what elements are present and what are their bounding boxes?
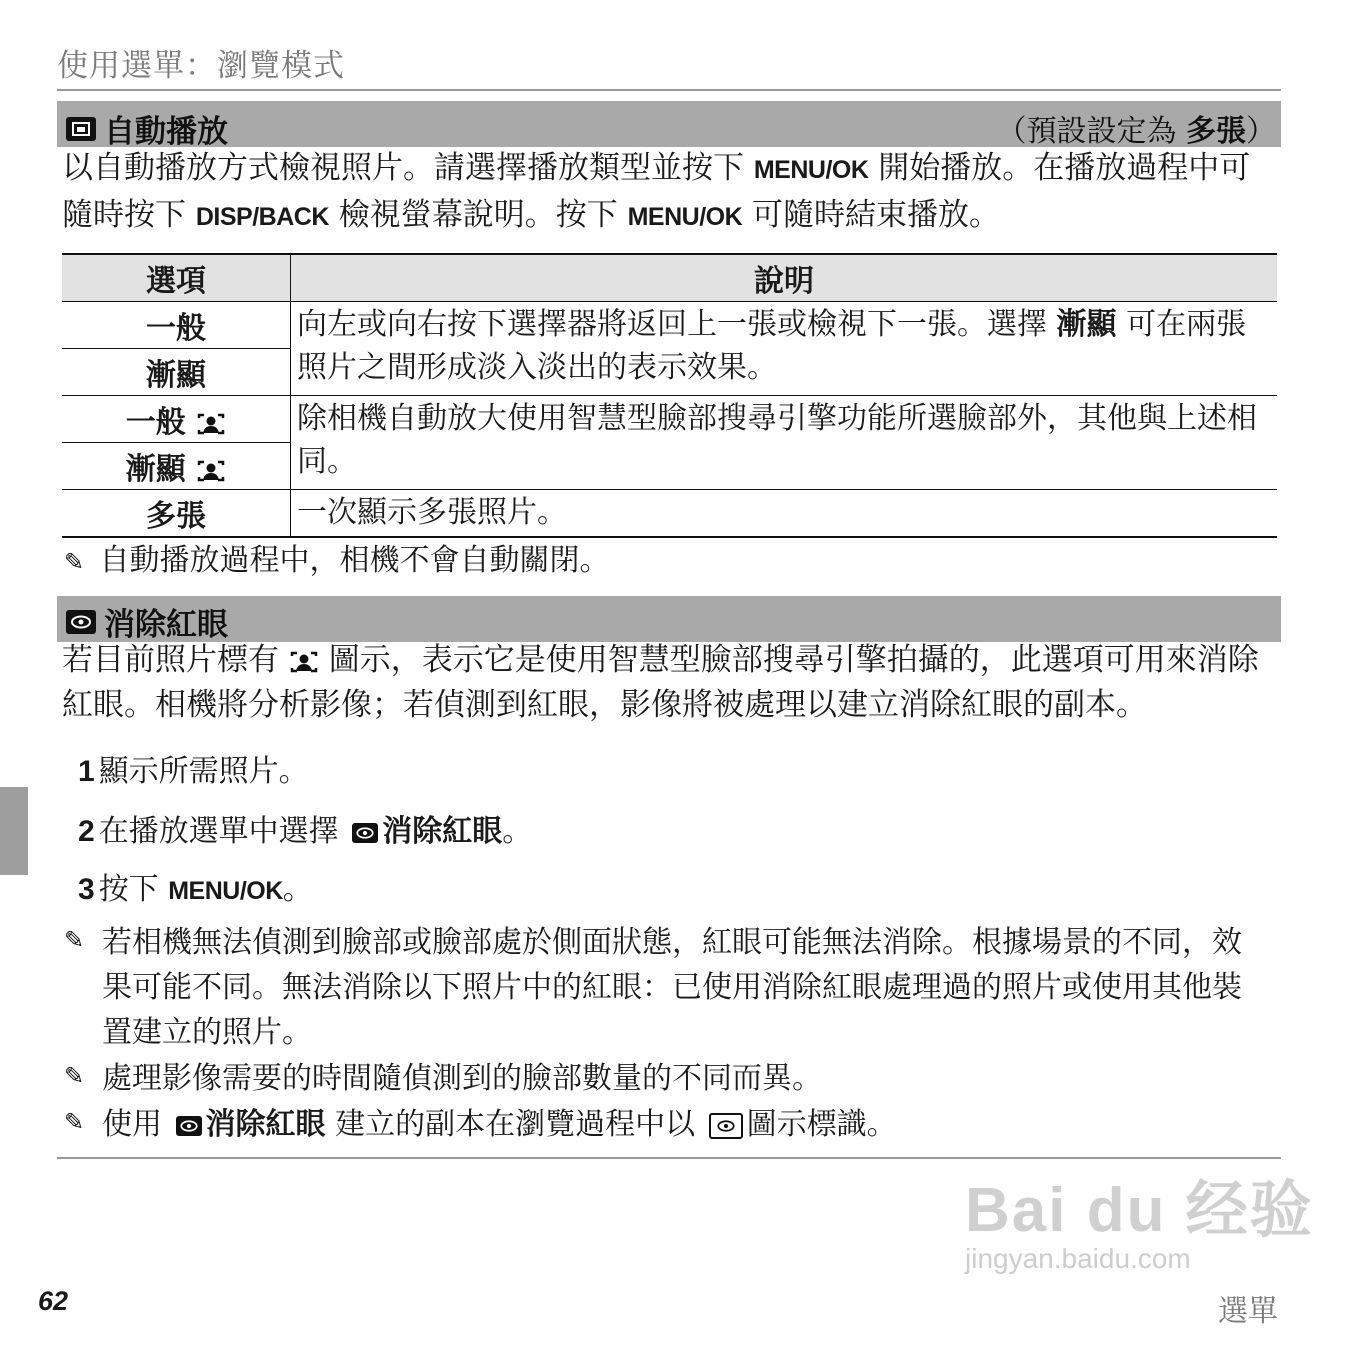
- section-title-autoplay: 自動播放: [66, 106, 228, 151]
- autoplay-note: ✎ 自動播放過程中，相機不會自動關閉。: [64, 538, 1264, 585]
- option-cell: 漸顯: [62, 349, 291, 396]
- note-pencil-icon: ✎: [64, 1108, 85, 1136]
- page-header-title: 使用選單：瀏覽模式: [57, 48, 345, 84]
- step-3: 3 按下 MENU/OK。: [78, 872, 313, 907]
- baidu-watermark: Bai du 经验 jingyan.baidu.com: [965, 1176, 1314, 1274]
- description-cell: 除相機自動放大使用智慧型臉部搜尋引擎功能所選臉部外，其他與上述相同。: [291, 396, 1278, 490]
- table-row: [62, 490, 1277, 538]
- description-cell: 向左或向右按下選擇器將返回上一張或檢視下一張。選擇 漸顯 可在兩張照片之間形成淡入淡出的表示效果。: [291, 302, 1278, 396]
- section-title-red-eye: 消除紅眼: [66, 599, 228, 644]
- default-setting-note: （預設設定為 多張）: [996, 114, 1276, 149]
- table-header-description: 說明: [291, 254, 1278, 302]
- header-divider: [57, 89, 1281, 91]
- red-eye-note-2: 處理影像需要的時間隨偵測到的臉部數量的不同而異。: [102, 1061, 822, 1096]
- red-eye-removal-icon: [352, 823, 378, 843]
- slideshow-icon: [66, 117, 96, 141]
- step-1: 1 顯示所需照片。: [78, 754, 309, 789]
- chapter-side-tab: [0, 787, 28, 875]
- note-pencil-icon: ✎: [64, 926, 85, 954]
- footer-section-label: 選單: [1218, 1294, 1278, 1329]
- red-eye-note-3: 使用 消除紅眼 建立的副本在瀏覽過程中以 圖示標識。: [102, 1107, 897, 1142]
- option-cell: 一般: [62, 302, 291, 349]
- table-row: [62, 396, 1277, 443]
- autoplay-options-table: [62, 253, 1277, 538]
- red-eye-removal-icon: [176, 1116, 202, 1136]
- face-detection-icon: [289, 650, 319, 674]
- section-bar-red-eye: [57, 596, 1281, 642]
- option-cell: 多張: [62, 490, 291, 538]
- autoplay-description: 以自動播放方式檢視照片。請選擇播放類型並按下 MENU/OK 開始播放。在播放過程中可隨時按下 DISP/BACK 檢視螢幕說明。按下 MENU/OK 可隨時結束播放。: [62, 150, 1251, 233]
- table-header-option: 選項: [62, 254, 291, 302]
- red-eye-removed-icon: [709, 1113, 743, 1139]
- note-pencil-icon: ✎: [64, 1062, 85, 1090]
- face-detection-icon: [196, 412, 226, 436]
- footer-divider: [57, 1157, 1281, 1159]
- option-cell: 漸顯: [62, 443, 291, 490]
- red-eye-note-1: 若相機無法偵測到臉部或臉部處於側面狀態，紅眼可能無法消除。根據場景的不同，效果可能不同。無法消除以下照片中的紅眼：已使用消除紅眼處理過的照片或使用其他裝置建立的照片。: [102, 925, 1242, 1050]
- option-cell: 一般: [62, 396, 291, 443]
- table-row: [62, 302, 1277, 349]
- note-pencil-icon: ✎: [64, 548, 85, 576]
- page-number: 62: [38, 1286, 69, 1316]
- red-eye-removal-icon: [66, 610, 96, 634]
- description-cell: 一次顯示多張照片。: [291, 490, 1278, 538]
- face-detection-icon: [196, 459, 226, 483]
- red-eye-description: 若目前照片標有 圖示，表示它是使用智慧型臉部搜尋引擎拍攝的，此選項可用來消除紅眼。相機將分析影像；若偵測到紅眼，影像將被處理以建立消除紅眼的副本。: [62, 642, 1259, 723]
- step-2: 2 在播放選單中選擇 消除紅眼。: [78, 814, 533, 849]
